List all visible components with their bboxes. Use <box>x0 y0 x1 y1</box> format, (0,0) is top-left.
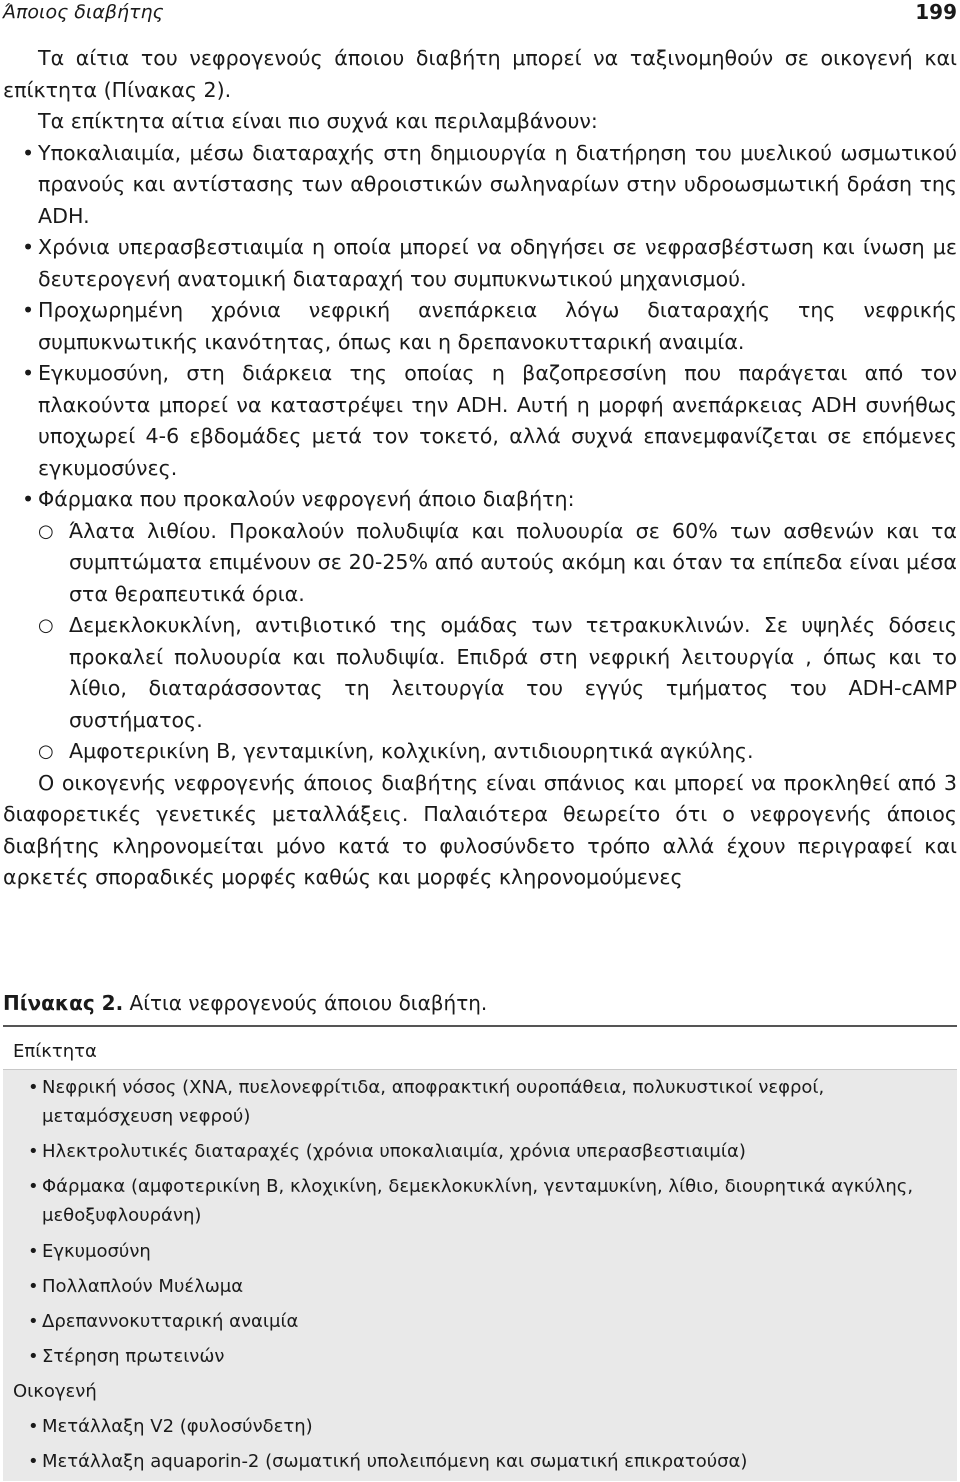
table-row <box>28 1412 957 1441</box>
table-row <box>28 1137 957 1166</box>
sub-list-item <box>38 610 957 736</box>
table-row-text: Στέρηση πρωτεινών <box>42 1346 225 1367</box>
bullet-icon: • <box>22 298 35 322</box>
body-text <box>3 43 957 894</box>
table-row-text: Φάρμακα (αμφοτερικίνη Β, κλοχικίνη, δεμεκλοκυκλίνη, γενταμυκίνη, λίθιο, διουρητικά αγκύλης, μεθοξυφλουράνη) <box>42 1176 914 1226</box>
table-row <box>28 1272 957 1301</box>
list-item-text: Προχωρημένη χρόνια νεφρική ανεπάρκεια λόγω διαταραχής της νεφρικής συμπυκνωτικής ικανότητας, όπως και η δρεπανοκυτταρική αναιμία. <box>38 298 957 354</box>
table-header-row <box>3 1027 957 1070</box>
circle-bullet-icon: ○ <box>38 741 54 762</box>
table-row <box>28 1447 957 1476</box>
bullet-icon: • <box>28 1141 39 1162</box>
bullet-icon: • <box>28 1077 39 1098</box>
circle-bullet-icon: ○ <box>38 615 54 636</box>
table-row-text: Ηλεκτρολυτικές διαταραχές (χρόνια υποκαλιαιμία, χρόνια υπερασβεστιαιμία) <box>42 1141 746 1162</box>
bullet-icon: • <box>28 1311 39 1332</box>
table-caption <box>3 988 957 1018</box>
table-row-text: Εγκυμοσύνη <box>42 1241 151 1262</box>
table-caption-text: Αίτια νεφρογενούς άποιου διαβήτη. <box>129 991 488 1015</box>
bullet-icon: • <box>22 487 35 511</box>
sub-list-item-text: Άλατα λιθίου. Προκαλούν πολυδιψία και πολυουρία σε 60% των ασθενών και τα συμπτώματα επιμένουν σε 20-25% από αυτούς ακόμη και όταν τα επίπεδα είναι μέσα στα θεραπευτικά όρια. <box>69 518 957 606</box>
list-item <box>22 295 957 358</box>
bullet-icon: • <box>28 1416 39 1437</box>
acquired-group-title: Επίκτητα <box>13 1041 97 1062</box>
running-header <box>3 0 957 24</box>
sub-list-item <box>38 516 957 611</box>
list-item-text: Φάρμακα που προκαλούν νεφρογενή άποιο διαβήτη: <box>38 487 575 511</box>
table-row <box>28 1172 957 1230</box>
table-row <box>28 1342 957 1371</box>
table-row-text: Δρεπαννοκυτταρική αναιμία <box>42 1311 299 1332</box>
running-title: Άποιος διαβήτης <box>3 1 164 23</box>
bullet-icon: • <box>22 361 35 385</box>
table-row <box>28 1073 957 1131</box>
sub-list-item <box>38 736 957 768</box>
bullet-icon: • <box>22 235 35 259</box>
table-row-text: Μετάλλαξη V2 (φυλοσύνδετη) <box>42 1416 313 1437</box>
list-item-text: Υποκαλιαιμία, μέσω διαταραχής στη δημιουργία η διατήρηση του μυελικού ωσμωτικού πρανούς και αντίστασης των αθροιστικών σωληναρίων στην υδροωσμωτική δράση της ADH. <box>38 140 957 228</box>
list-item <box>22 138 957 233</box>
table-row-text: Πολλαπλούν Μυέλωμα <box>42 1276 244 1297</box>
bullet-icon: • <box>28 1241 39 1262</box>
intro-paragraph: Τα αίτια του νεφρογενούς άποιου διαβήτη μπορεί να ταξινομηθούν σε οικογενή και επίκτητα (Πίνακας 2). <box>3 46 957 102</box>
acquired-lead: Τα επίκτητα αίτια είναι πιο συχνά και περιλαμβάνουν: <box>38 109 598 133</box>
list-item <box>22 484 957 516</box>
table-row <box>28 1307 957 1336</box>
table-row <box>28 1237 957 1266</box>
bullet-icon: • <box>28 1176 39 1197</box>
bullet-icon: • <box>28 1276 39 1297</box>
list-item <box>22 358 957 484</box>
list-item <box>22 232 957 295</box>
circle-bullet-icon: ○ <box>38 520 54 542</box>
familial-paragraph: Ο οικογενής νεφρογενής άποιος διαβήτης είναι σπάνιος και μπορεί να προκληθεί από 3 διαφορετικές γενετικές μεταλλάξεις. Παλαιότερα θεωρείτο ότι ο νεφρογενής άποιος διαβήτης κληρονομείται μόνο κατά το φυλοσύνδετο τρόπο αλλά έχουν περιγραφεί και αρκετές σποραδικές μορφές καθώς και μορφές κληρονομούμενες <box>3 770 957 889</box>
familial-group-title: Οικογενή <box>13 1381 97 1402</box>
list-item-text: Εγκυμοσύνη, στη διάρκεια της οποίας η βαζοπρεσσίνη που παράγεται από τον πλακούντα μπορεί να καταστρέψει την ADH. Αυτή η μορφή ανεπάρκειας ADH συνήθως υποχωρεί 4-6 εβδομάδες μετά τον τοκετό, αλλά συχνά επανεμφανίζεται σε επόμενες εγκυμοσύνες. <box>38 361 957 480</box>
sub-list-item-text: Αμφοτερικίνη Β, γενταμικίνη, κολχικίνη, αντιδιουρητικά αγκύλης. <box>69 739 754 763</box>
bullet-icon: • <box>28 1346 39 1367</box>
table-label: Πίνακας 2. <box>3 991 124 1015</box>
causes-table <box>3 1025 957 1481</box>
bullet-icon: • <box>28 1451 39 1472</box>
sub-list-item-text: Δεμεκλοκυκλίνη, αντιβιοτικό της ομάδας των τετρακυκλινών. Σε υψηλές δόσεις προκαλεί πολυουρία και πολυδιψία. Επιδρά στη νεφρική λειτουργία , όπως και το λίθιο, διαταράσσοντας τη λειτουργία του εγγύς τμήματος του ADH-cAMP συστήματος. <box>69 613 957 732</box>
bullet-icon: • <box>22 140 35 165</box>
table-row-text: Νεφρική νόσος (ΧΝΑ, πυελονεφρίτιδα, αποφρακτική ουροπάθεια, πολυκυστικοί νεφροί, μεταμόσχευση νεφρού) <box>42 1077 825 1127</box>
table-row-text: Μετάλλαξη aquaporin-2 (σωματική υπολειπόμενη και σωματική επικρατούσα) <box>42 1451 748 1472</box>
list-item-text: Χρόνια υπερασβεστιαιμία η οποία μπορεί να οδηγήσει σε νεφρασβέστωση και ίνωση με δευτερογενή ανατομική διαταραχή του συμπυκνωτικού μηχανισμού. <box>38 235 957 291</box>
page-number: 199 <box>915 0 957 24</box>
